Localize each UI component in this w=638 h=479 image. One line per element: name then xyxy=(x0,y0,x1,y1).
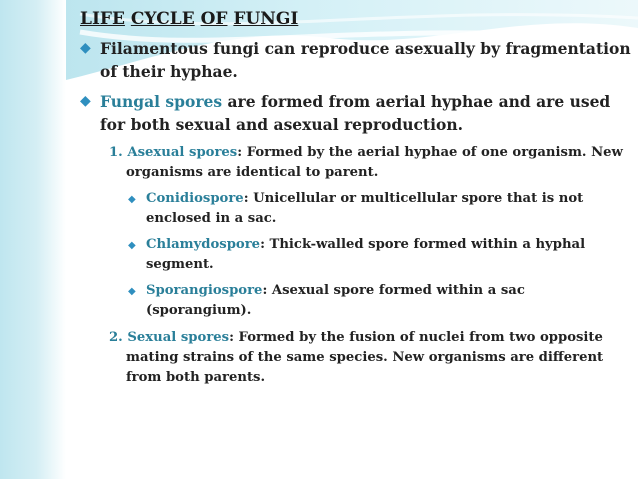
subitem-conidiospore: ◆ Conidiospore: Unicellular or multicellular spore that is not enclosed in a sac. xyxy=(128,191,584,226)
item-sexual-spores: 2. Sexual spores: Formed by the fusion of nuclei from two opposite mating strains of the same species. New organisms are different from both parents. xyxy=(109,330,604,385)
left-gradient-bar xyxy=(0,0,66,479)
term-conidiospore: Conidiospore xyxy=(146,191,244,206)
diamond-bullet-icon: ◆ xyxy=(80,93,91,109)
diamond-bullet-icon: ◆ xyxy=(80,40,91,56)
term-sporangiospore: Sporangiospore xyxy=(146,283,263,298)
term-chlamydospore: Chlamydospore xyxy=(146,237,261,252)
title-word: FUNGI xyxy=(233,9,299,29)
diamond-bullet-icon: ◆ xyxy=(128,194,136,205)
diamond-bullet-icon: ◆ xyxy=(128,240,136,251)
title-word: OF xyxy=(200,9,228,29)
item-asexual-spores: 1. Asexual spores: Formed by the aerial hyphae of one organism. New organisms are identical to parent. xyxy=(109,145,623,180)
term-sexual-spores: Sexual spores xyxy=(127,330,230,345)
item-number: 1. xyxy=(109,145,123,160)
bullet-filamentous: ◆ Filamentous fungi can reproduce asexually by fragmentation of their hyphae. xyxy=(80,39,631,81)
slide-content xyxy=(80,8,632,388)
term-fungal-spores: Fungal spores xyxy=(100,92,223,111)
term-asexual-spores: Asexual spores xyxy=(127,145,238,160)
title-word: CYCLE xyxy=(130,9,195,29)
slide-title xyxy=(80,8,632,30)
diamond-bullet-icon: ◆ xyxy=(128,286,136,297)
title-word: LIFE xyxy=(80,9,125,29)
subitem-sporangiospore: ◆ Sporangiospore: Asexual spore formed within a sac (sporangium). xyxy=(128,283,525,318)
subitem-chlamydospore: ◆ Chlamydospore: Thick-walled spore formed within a hyphal segment. xyxy=(128,237,586,272)
item-number: 2. xyxy=(109,330,123,345)
bullet-fungal-spores: ◆ Fungal spores are formed from aerial hyphae and are used for both sexual and asexual reproduction. xyxy=(80,92,611,134)
